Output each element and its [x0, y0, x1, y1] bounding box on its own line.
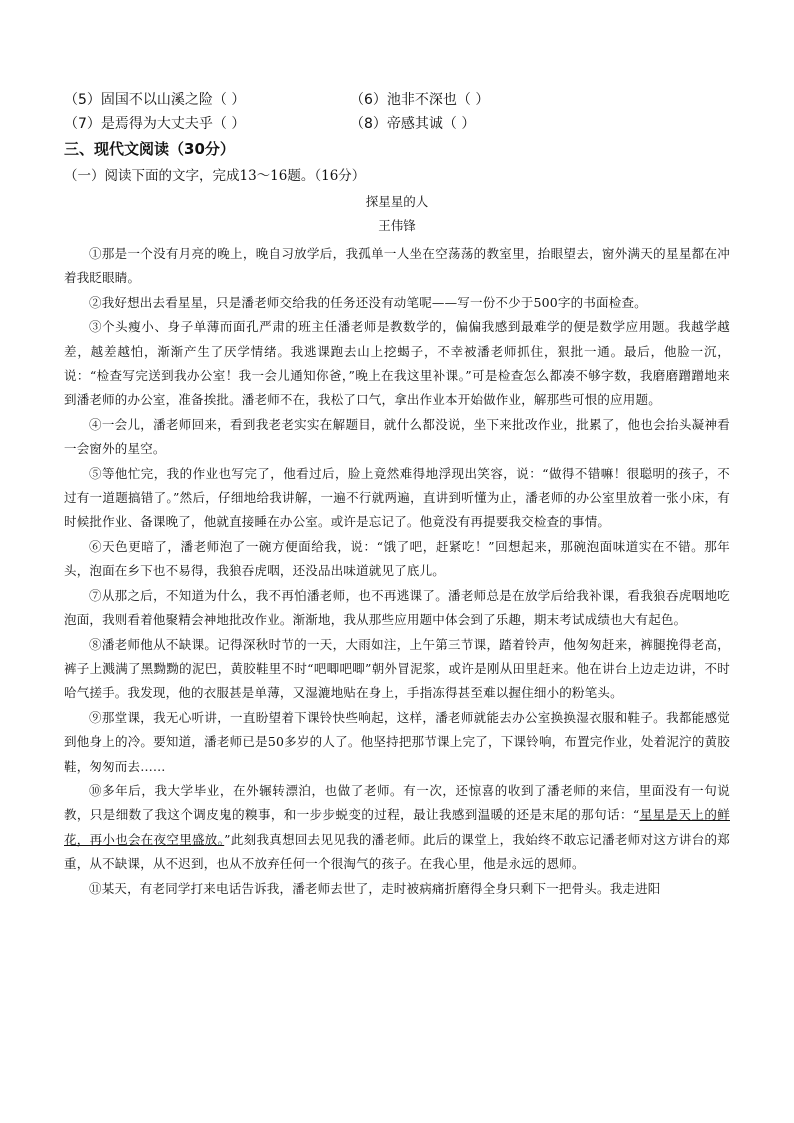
- section-title: 三、现代文阅读（30分）: [64, 140, 235, 158]
- paragraph-10: ⑩多年后，我大学毕业，在外辗转漂泊，也做了老师。有一次，还惊喜的收到了潘老师的来信，里面没有一句说教，只是细数了我这个调皮鬼的糗事，和一步步蜕变的过程，最让我感到温暖的还是末尾的那句话：“星星是天上的鲜花，再小也会在夜空里盛放。”此刻我真想回去见见我的潘老师。此后的课堂上，我始终不敢忘记潘老师对这方讲台的郑重，从不缺课，从不迟到，也从不放弃任何一个很淘气的孩子。在我心里，他是永远的恩师。: [64, 782, 730, 872]
- underlined-quote: 星星是天上的鲜花，再小也会在夜空里盛放。: [64, 807, 730, 847]
- paragraph-7: ⑦从那之后，不知道为什么，我不再怕潘老师，也不再逃课了。潘老师总是在放学后给我补课，看我狼吞虎咽地吃泡面，我则看着他聚精会神地批改作业。渐渐地，我从那些应用题中体会到了乐趣，期末考试成绩也大有起色。: [64, 587, 730, 628]
- question-8: （8）帝感其诚（ ）: [350, 116, 476, 132]
- paragraph-5: ⑤等他忙完，我的作业也写完了，他看过后，脸上竟然难得地浮现出笑容，说：“做得不错嘛！很聪明的孩子，不过有一道题搞错了。”然后，仔细地给我讲解，一遍不行就两遍，直讲到听懂为止，潘老师的办公室里放着一张小床，有时候批作业、备课晚了，他就直接睡在办公室。或许是忘记了。他竟没有再提要我交检查的事情。: [64, 465, 730, 530]
- paragraph-1: ①那是一个没有月亮的晚上，晚自习放学后，我孤单一人坐在空荡荡的教室里，抬眼望去，窗外满天的星星都在冲着我眨眼睛。: [64, 246, 730, 286]
- paragraph-6: ⑥天色更暗了，潘老师泡了一碗方便面给我，说：“饿了吧，赶紧吃！”回想起来，那碗泡面味道实在不错。那年头，泡面在乡下也不易得，我狼吞虎咽，还没品出味道就见了底儿。: [64, 538, 730, 579]
- paragraph-4: ④一会儿，潘老师回来，看到我老老实实在解题目，就什么都没说，坐下来批改作业，批累了，他也会抬头凝神看一会窗外的星空。: [64, 416, 730, 457]
- paragraph-8: ⑧潘老师他从不缺课。记得深秋时节的一天，大雨如注，上午第三节课，踏着铃声，他匆匆赶来，裤腿挽得老高，裤子上溅满了黑黝黝的泥巴，黄胶鞋里不时“吧唧吧唧”朝外冒泥浆，或许是刚从田里赶来。他在讲台上边走边讲，不时哈气搓手。我发现，他的衣服甚是单薄，又湿漉地贴在身上，手指冻得甚至难以握住细小的粉笔头。: [64, 636, 730, 701]
- paragraph-3: ③个头瘦小、身子单薄而面孔严肃的班主任潘老师是教数学的，偏偏我感到最难学的便是数学应用题。我越学越差，越差越怕，渐渐产生了厌学情绪。我逃课跑去山上挖蝎子，不幸被潘老师抓住，狠批一通。最后，他脸一沉，说：“检查写完送到我办公室！我一会儿通知你爸，”晚上在我这里补课。”可是检查怎么都凑不够字数，我磨磨蹭蹭地来到潘老师的办公室，准备挨批。潘老师不在，我松了口气，拿出作业本开始做作业，解那些可恨的应用题。: [64, 319, 730, 408]
- paragraph-2: ②我好想出去看星星，只是潘老师交给我的任务还没有动笔呢——写一份不少于500字的书面检查。: [89, 294, 647, 310]
- paragraph-11: ⑪某天，有老同学打来电话告诉我，潘老师去世了，走时被病痛折磨得全身只剩下一把骨头。我走进阳: [89, 880, 661, 896]
- question-5: （5）固国不以山溪之险（ ）: [64, 92, 246, 108]
- paragraph-9: ⑨那堂课，我无心听讲，一直盼望着下课铃快些响起，这样，潘老师就能去办公室换换湿衣服和鞋子。我都能感觉到他身上的冷。要知道，潘老师已是50多岁的人了。他坚持把那节课上完了，下课铃响，布置完作业，处着泥泞的黄胶鞋，匆匆而去……: [64, 709, 730, 774]
- article-title: 探星星的人: [365, 194, 429, 209]
- question-6: （6）池非不深也（ ）: [350, 92, 490, 108]
- question-7: （7）是焉得为大丈夫乎（ ）: [64, 116, 246, 132]
- subsection-title: （一）阅读下面的文字，完成13～16题。（16分）: [64, 168, 366, 184]
- article-author: 王伟锋: [378, 218, 416, 233]
- article-body: [64, 242, 730, 901]
